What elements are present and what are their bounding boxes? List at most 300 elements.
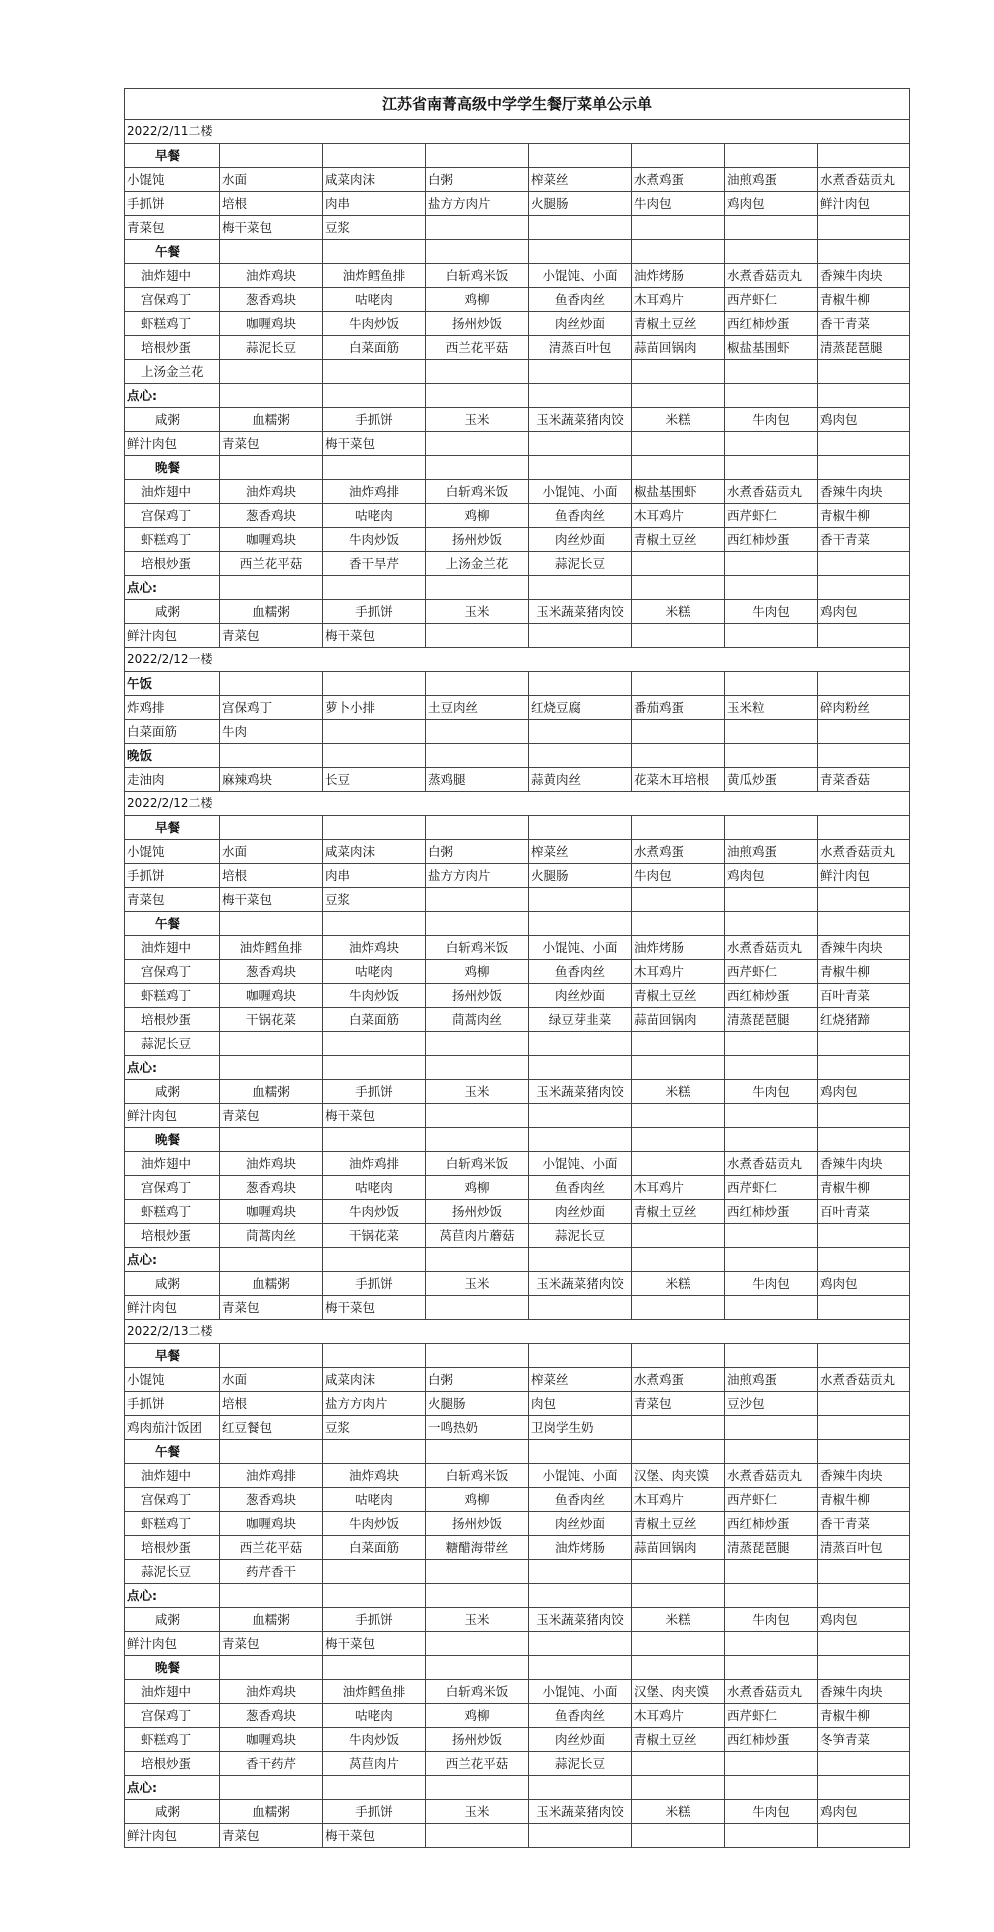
menu-item-cell: 扬州炒饭 — [426, 1200, 529, 1224]
empty-cell — [818, 1056, 910, 1080]
menu-item-cell: 手抓饼 — [323, 1800, 426, 1824]
empty-cell — [220, 1344, 323, 1368]
empty-cell — [220, 1776, 323, 1800]
menu-item-cell: 青椒土豆丝 — [632, 528, 725, 552]
menu-row — [125, 1560, 910, 1584]
menu-row — [125, 1296, 910, 1320]
menu-item-cell: 虾糕鸡丁 — [125, 1728, 220, 1752]
menu-item-cell: 培根 — [220, 1392, 323, 1416]
menu-item-cell: 清蒸琵琶腿 — [725, 1008, 818, 1032]
menu-item-cell — [818, 888, 910, 912]
menu-item-cell: 米糕 — [632, 1800, 725, 1824]
menu-item-cell — [632, 1824, 725, 1848]
menu-item-cell — [818, 432, 910, 456]
menu-item-cell: 玉米粒 — [725, 696, 818, 720]
menu-item-cell: 青椒土豆丝 — [632, 312, 725, 336]
menu-item-cell: 培根炒蛋 — [125, 1224, 220, 1248]
menu-row — [125, 1392, 910, 1416]
menu-item-cell: 咸粥 — [125, 1800, 220, 1824]
meal-label: 晚餐 — [125, 456, 220, 480]
menu-item-cell: 榨菜丝 — [529, 840, 632, 864]
menu-item-cell: 葱香鸡块 — [220, 288, 323, 312]
menu-item-cell: 西红柿炒蛋 — [725, 1200, 818, 1224]
empty-cell — [818, 1344, 910, 1368]
empty-cell — [426, 672, 529, 696]
menu-item-cell: 葱香鸡块 — [220, 1488, 323, 1512]
menu-item-cell — [818, 1752, 910, 1776]
menu-item-cell — [323, 1032, 426, 1056]
menu-item-cell — [426, 1296, 529, 1320]
menu-item-cell: 蒜黄肉丝 — [529, 768, 632, 792]
empty-cell — [426, 576, 529, 600]
menu-item-cell: 玉米蔬菜猪肉饺 — [529, 1608, 632, 1632]
empty-cell — [220, 1056, 323, 1080]
menu-item-cell: 手抓饼 — [125, 192, 220, 216]
menu-row — [125, 1488, 910, 1512]
empty-cell — [426, 384, 529, 408]
empty-cell — [323, 1344, 426, 1368]
menu-item-cell: 咕咾肉 — [323, 288, 426, 312]
empty-cell — [426, 1440, 529, 1464]
empty-cell — [632, 1248, 725, 1272]
menu-item-cell: 青椒土豆丝 — [632, 1728, 725, 1752]
menu-item-cell — [632, 1104, 725, 1128]
empty-cell — [220, 144, 323, 168]
empty-cell — [529, 1440, 632, 1464]
menu-item-cell: 扬州炒饭 — [426, 528, 529, 552]
empty-cell — [426, 1128, 529, 1152]
menu-item-cell: 鲜汁肉包 — [125, 1824, 220, 1848]
menu-item-cell: 梅干菜包 — [323, 624, 426, 648]
menu-item-cell: 清蒸百叶包 — [529, 336, 632, 360]
empty-cell — [818, 144, 910, 168]
menu-item-cell: 鸡肉包 — [818, 1800, 910, 1824]
menu-item-cell: 青椒土豆丝 — [632, 1200, 725, 1224]
menu-item-cell: 咕咾肉 — [323, 1704, 426, 1728]
menu-item-cell: 油炸鳕鱼排 — [323, 1680, 426, 1704]
menu-item-cell: 虾糕鸡丁 — [125, 1200, 220, 1224]
menu-item-cell — [426, 360, 529, 384]
empty-cell — [529, 1128, 632, 1152]
menu-item-cell — [529, 720, 632, 744]
menu-item-cell — [632, 888, 725, 912]
empty-cell — [220, 1128, 323, 1152]
menu-item-cell: 血糯粥 — [220, 1272, 323, 1296]
meal-label: 点心: — [125, 384, 220, 408]
empty-cell — [632, 1776, 725, 1800]
empty-cell — [818, 1776, 910, 1800]
menu-item-cell: 红豆餐包 — [220, 1416, 323, 1440]
menu-item-cell — [818, 1296, 910, 1320]
menu-row — [125, 696, 910, 720]
menu-item-cell: 水煮香菇贡丸 — [725, 1464, 818, 1488]
meal-label-row — [125, 1584, 910, 1608]
menu-row — [125, 1536, 910, 1560]
menu-row — [125, 1152, 910, 1176]
empty-cell — [323, 456, 426, 480]
menu-row — [125, 840, 910, 864]
menu-item-cell — [426, 1632, 529, 1656]
menu-item-cell: 梅干菜包 — [323, 1104, 426, 1128]
menu-item-cell: 白斩鸡米饭 — [426, 264, 529, 288]
menu-item-cell: 药芹香干 — [220, 1560, 323, 1584]
menu-item-cell: 油炸翅中 — [125, 936, 220, 960]
menu-item-cell — [529, 1032, 632, 1056]
menu-item-cell: 番茄鸡蛋 — [632, 696, 725, 720]
menu-item-cell: 白粥 — [426, 1368, 529, 1392]
menu-item-cell: 木耳鸡片 — [632, 1488, 725, 1512]
empty-cell — [632, 744, 725, 768]
empty-cell — [529, 1344, 632, 1368]
menu-row — [125, 528, 910, 552]
menu-item-cell — [426, 624, 529, 648]
menu-item-cell — [818, 1824, 910, 1848]
menu-item-cell: 牛肉炒饭 — [323, 312, 426, 336]
menu-item-cell: 牛肉包 — [725, 1272, 818, 1296]
menu-item-cell: 小馄饨 — [125, 168, 220, 192]
empty-cell — [323, 1440, 426, 1464]
menu-row — [125, 192, 910, 216]
menu-item-cell: 青椒牛柳 — [818, 504, 910, 528]
menu-item-cell — [818, 720, 910, 744]
menu-item-cell: 鱼香肉丝 — [529, 1704, 632, 1728]
menu-item-cell: 扬州炒饭 — [426, 984, 529, 1008]
menu-item-cell: 白斩鸡米饭 — [426, 1680, 529, 1704]
meal-label: 点心: — [125, 1776, 220, 1800]
empty-cell — [725, 1656, 818, 1680]
menu-item-cell: 青椒牛柳 — [818, 288, 910, 312]
menu-item-cell — [426, 1104, 529, 1128]
menu-item-cell: 西芹虾仁 — [725, 960, 818, 984]
menu-row — [125, 408, 910, 432]
empty-cell — [632, 816, 725, 840]
menu-row — [125, 888, 910, 912]
menu-item-cell: 汉堡、肉夹馍 — [632, 1680, 725, 1704]
menu-item-cell: 盐方方肉片 — [323, 1392, 426, 1416]
menu-item-cell: 咸菜肉沫 — [323, 1368, 426, 1392]
menu-item-cell: 香辣牛肉块 — [818, 1152, 910, 1176]
empty-cell — [725, 672, 818, 696]
menu-item-cell: 油炸鸡块 — [220, 1680, 323, 1704]
menu-row — [125, 432, 910, 456]
menu-item-cell: 鱼香肉丝 — [529, 1176, 632, 1200]
menu-item-cell: 白菜面筋 — [323, 336, 426, 360]
empty-cell — [323, 816, 426, 840]
menu-item-cell: 玉米 — [426, 1272, 529, 1296]
menu-item-cell: 土豆肉丝 — [426, 696, 529, 720]
menu-item-cell: 油炸烤肠 — [529, 1536, 632, 1560]
empty-cell — [725, 144, 818, 168]
menu-item-cell: 水面 — [220, 1368, 323, 1392]
meal-label: 早餐 — [125, 1344, 220, 1368]
menu-item-cell: 香辣牛肉块 — [818, 1680, 910, 1704]
menu-item-cell: 油炸鸡块 — [220, 264, 323, 288]
menu-item-cell — [323, 360, 426, 384]
empty-cell — [426, 456, 529, 480]
menu-item-cell — [426, 888, 529, 912]
menu-item-cell: 走油肉 — [125, 768, 220, 792]
meal-label-row — [125, 456, 910, 480]
menu-item-cell: 血糯粥 — [220, 1080, 323, 1104]
menu-item-cell: 油炸翅中 — [125, 1680, 220, 1704]
menu-item-cell: 肉丝炒面 — [529, 984, 632, 1008]
menu-item-cell: 梅干菜包 — [323, 1824, 426, 1848]
menu-row — [125, 1632, 910, 1656]
menu-item-cell — [818, 624, 910, 648]
date-row — [125, 792, 910, 816]
menu-item-cell: 葱香鸡块 — [220, 1704, 323, 1728]
menu-item-cell — [725, 1560, 818, 1584]
menu-item-cell: 玉米 — [426, 600, 529, 624]
menu-item-cell: 西芹虾仁 — [725, 1704, 818, 1728]
meal-label: 午餐 — [125, 1440, 220, 1464]
menu-item-cell: 白菜面筋 — [323, 1536, 426, 1560]
menu-item-cell: 小馄饨、小面 — [529, 936, 632, 960]
menu-item-cell: 鲜汁肉包 — [125, 1296, 220, 1320]
menu-item-cell: 水煮香菇贡丸 — [818, 1368, 910, 1392]
menu-item-cell: 肉串 — [323, 864, 426, 888]
menu-item-cell: 培根 — [220, 864, 323, 888]
menu-item-cell — [529, 624, 632, 648]
menu-item-cell — [529, 1824, 632, 1848]
menu-item-cell — [632, 552, 725, 576]
menu-item-cell: 油炸翅中 — [125, 264, 220, 288]
empty-cell — [323, 144, 426, 168]
meal-label: 点心: — [125, 576, 220, 600]
empty-cell — [632, 384, 725, 408]
menu-item-cell: 绿豆芽韭菜 — [529, 1008, 632, 1032]
empty-cell — [529, 1776, 632, 1800]
menu-row — [125, 1800, 910, 1824]
menu-row — [125, 1032, 910, 1056]
menu-item-cell: 蒜泥长豆 — [529, 552, 632, 576]
menu-item-cell: 牛肉包 — [725, 1608, 818, 1632]
menu-item-cell: 玉米 — [426, 408, 529, 432]
menu-item-cell: 椒盐基围虾 — [632, 480, 725, 504]
menu-item-cell — [632, 1224, 725, 1248]
menu-item-cell: 宫保鸡丁 — [125, 288, 220, 312]
menu-item-cell: 水煮香菇贡丸 — [725, 480, 818, 504]
menu-item-cell: 油炸翅中 — [125, 1152, 220, 1176]
menu-row — [125, 504, 910, 528]
menu-item-cell: 白斩鸡米饭 — [426, 936, 529, 960]
menu-item-cell — [818, 1632, 910, 1656]
menu-item-cell — [529, 360, 632, 384]
empty-cell — [323, 384, 426, 408]
menu-item-cell: 米糕 — [632, 1608, 725, 1632]
menu-row — [125, 1176, 910, 1200]
menu-item-cell: 手抓饼 — [323, 408, 426, 432]
menu-item-cell — [725, 432, 818, 456]
menu-item-cell: 火腿肠 — [529, 864, 632, 888]
date-row — [125, 648, 910, 672]
menu-item-cell: 手抓饼 — [125, 864, 220, 888]
empty-cell — [725, 1440, 818, 1464]
menu-item-cell: 培根 — [220, 192, 323, 216]
menu-item-cell: 小馄饨 — [125, 1368, 220, 1392]
menu-item-cell: 青菜包 — [220, 624, 323, 648]
menu-item-cell: 血糯粥 — [220, 1800, 323, 1824]
menu-item-cell: 蒜泥长豆 — [529, 1752, 632, 1776]
empty-cell — [220, 576, 323, 600]
menu-item-cell: 肉丝炒面 — [529, 1200, 632, 1224]
empty-cell — [323, 744, 426, 768]
menu-item-cell: 扬州炒饭 — [426, 1728, 529, 1752]
menu-item-cell: 虾糕鸡丁 — [125, 528, 220, 552]
menu-item-cell: 白斩鸡米饭 — [426, 480, 529, 504]
menu-item-cell — [632, 1152, 725, 1176]
menu-item-cell: 鱼香肉丝 — [529, 1488, 632, 1512]
menu-item-cell: 木耳鸡片 — [632, 504, 725, 528]
menu-item-cell: 小馄饨、小面 — [529, 480, 632, 504]
menu-item-cell: 水面 — [220, 168, 323, 192]
empty-cell — [632, 1056, 725, 1080]
menu-item-cell: 宫保鸡丁 — [125, 1704, 220, 1728]
menu-item-cell: 卫岗学生奶 — [529, 1416, 632, 1440]
menu-item-cell: 花菜木耳培根 — [632, 768, 725, 792]
empty-cell — [529, 1656, 632, 1680]
meal-label: 午餐 — [125, 240, 220, 264]
menu-item-cell: 小馄饨、小面 — [529, 264, 632, 288]
menu-item-cell: 蒜苗回锅肉 — [632, 1536, 725, 1560]
menu-item-cell: 汉堡、肉夹馍 — [632, 1464, 725, 1488]
empty-cell — [220, 240, 323, 264]
menu-item-cell: 白斩鸡米饭 — [426, 1464, 529, 1488]
menu-item-cell: 宫保鸡丁 — [125, 504, 220, 528]
empty-cell — [725, 1128, 818, 1152]
empty-cell — [818, 672, 910, 696]
empty-cell — [818, 576, 910, 600]
menu-item-cell: 咖喱鸡块 — [220, 1512, 323, 1536]
menu-item-cell: 牛肉包 — [725, 1080, 818, 1104]
menu-item-cell: 梅干菜包 — [323, 432, 426, 456]
menu-row — [125, 552, 910, 576]
meal-label-row — [125, 1440, 910, 1464]
menu-item-cell: 水煮香菇贡丸 — [725, 1152, 818, 1176]
menu-item-cell: 水煮香菇贡丸 — [818, 840, 910, 864]
date-row — [125, 120, 910, 144]
menu-item-cell: 鸡柳 — [426, 960, 529, 984]
menu-item-cell: 油炸鳕鱼排 — [220, 936, 323, 960]
menu-item-cell: 油炸鸡块 — [220, 1152, 323, 1176]
empty-cell — [220, 816, 323, 840]
menu-item-cell: 宫保鸡丁 — [125, 1488, 220, 1512]
menu-item-cell: 蒜苗回锅肉 — [632, 1008, 725, 1032]
menu-item-cell: 豆浆 — [323, 216, 426, 240]
menu-item-cell: 玉米蔬菜猪肉饺 — [529, 600, 632, 624]
empty-cell — [323, 1776, 426, 1800]
empty-cell — [220, 1440, 323, 1464]
menu-item-cell: 虾糕鸡丁 — [125, 984, 220, 1008]
menu-item-cell: 玉米 — [426, 1608, 529, 1632]
empty-cell — [220, 384, 323, 408]
menu-item-cell — [725, 1296, 818, 1320]
empty-cell — [632, 672, 725, 696]
meal-label-row — [125, 576, 910, 600]
menu-item-cell: 咸菜肉沫 — [323, 840, 426, 864]
menu-item-cell — [529, 216, 632, 240]
empty-cell — [818, 912, 910, 936]
menu-item-cell: 油炸烤肠 — [632, 936, 725, 960]
menu-item-cell: 长豆 — [323, 768, 426, 792]
menu-item-cell: 茼蒿肉丝 — [426, 1008, 529, 1032]
menu-item-cell: 油炸鸡排 — [323, 1152, 426, 1176]
menu-item-cell: 青菜包 — [220, 1632, 323, 1656]
menu-row — [125, 216, 910, 240]
menu-table — [124, 88, 910, 1848]
empty-cell — [818, 1128, 910, 1152]
menu-item-cell: 鸡柳 — [426, 1704, 529, 1728]
empty-cell — [426, 240, 529, 264]
empty-cell — [323, 1056, 426, 1080]
empty-cell — [818, 1248, 910, 1272]
menu-item-cell: 鸡肉包 — [818, 1272, 910, 1296]
empty-cell — [323, 576, 426, 600]
menu-item-cell: 青菜包 — [220, 1104, 323, 1128]
menu-item-cell: 榨菜丝 — [529, 168, 632, 192]
menu-item-cell: 西兰花平菇 — [220, 1536, 323, 1560]
menu-item-cell: 青椒土豆丝 — [632, 1512, 725, 1536]
empty-cell — [529, 816, 632, 840]
menu-item-cell: 葱香鸡块 — [220, 504, 323, 528]
menu-item-cell: 鱼香肉丝 — [529, 504, 632, 528]
menu-row — [125, 1680, 910, 1704]
menu-row — [125, 360, 910, 384]
menu-item-cell — [426, 1560, 529, 1584]
menu-item-cell: 咕咾肉 — [323, 504, 426, 528]
menu-item-cell: 肉丝炒面 — [529, 1512, 632, 1536]
menu-item-cell: 蒜苗回锅肉 — [632, 336, 725, 360]
menu-item-cell: 青菜包 — [220, 432, 323, 456]
meal-label-row — [125, 672, 910, 696]
menu-item-cell: 牛肉包 — [725, 1800, 818, 1824]
empty-cell — [725, 240, 818, 264]
menu-item-cell — [818, 1032, 910, 1056]
menu-row — [125, 1200, 910, 1224]
menu-item-cell: 鸡柳 — [426, 504, 529, 528]
menu-item-cell: 玉米 — [426, 1800, 529, 1824]
menu-item-cell: 小馄饨、小面 — [529, 1464, 632, 1488]
menu-row — [125, 864, 910, 888]
menu-item-cell — [323, 1560, 426, 1584]
menu-item-cell: 培根炒蛋 — [125, 336, 220, 360]
menu-item-cell: 咕咾肉 — [323, 960, 426, 984]
menu-row — [125, 600, 910, 624]
menu-row — [125, 1464, 910, 1488]
menu-item-cell: 手抓饼 — [125, 1392, 220, 1416]
menu-item-cell: 牛肉炒饭 — [323, 1200, 426, 1224]
empty-cell — [632, 1584, 725, 1608]
menu-item-cell: 鱼香肉丝 — [529, 288, 632, 312]
menu-item-cell: 牛肉包 — [725, 408, 818, 432]
menu-item-cell: 肉丝炒面 — [529, 528, 632, 552]
menu-item-cell: 葱香鸡块 — [220, 960, 323, 984]
menu-item-cell: 糖醋海带丝 — [426, 1536, 529, 1560]
menu-item-cell — [818, 216, 910, 240]
menu-item-cell: 白菜面筋 — [323, 1008, 426, 1032]
menu-item-cell — [725, 1416, 818, 1440]
menu-item-cell: 蒸鸡腿 — [426, 768, 529, 792]
empty-cell — [725, 1344, 818, 1368]
empty-cell — [725, 912, 818, 936]
menu-item-cell: 香干青菜 — [818, 1512, 910, 1536]
menu-item-cell: 香辣牛肉块 — [818, 264, 910, 288]
meal-label-row — [125, 1248, 910, 1272]
menu-row — [125, 768, 910, 792]
menu-item-cell: 牛肉炒饭 — [323, 1728, 426, 1752]
empty-cell — [426, 1584, 529, 1608]
menu-item-cell — [818, 1416, 910, 1440]
